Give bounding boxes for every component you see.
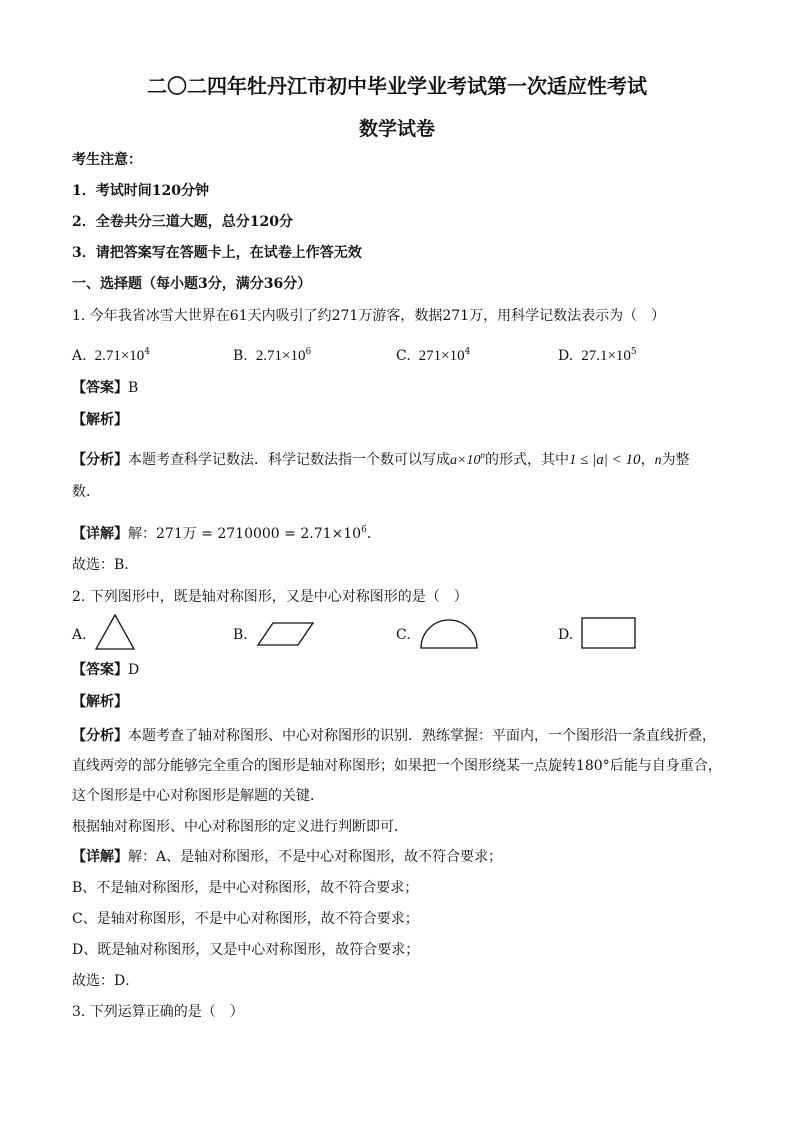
option-c [396,342,470,366]
option-letter: A. [72,348,87,364]
variable-n: n [654,453,662,468]
analysis-tag: 【解析】 [72,694,128,710]
xiangjie-tag: 【详解】 [72,849,128,865]
answer-value: B [128,380,139,396]
option-expr: 271×10 [418,348,465,364]
page-subtitle: 数学试卷 [358,118,435,140]
notice-item: 1．考试时间120分钟 [72,183,209,199]
option-d [558,342,637,366]
xiangjie-text: 解：A、是轴对称图形，不是中心对称图形，故不符合要求； [128,849,503,865]
fenxi-line: 数． [72,484,100,500]
xiangjie-text: 解：271万 = 2710000 = 2.71×10 [128,526,362,542]
question-stem: 1. 今年我省冰雪大世界在61天内吸引了约271万游客，数据271万，用科学记数法表示为（ ） [72,308,666,324]
rectangle-icon [580,616,638,650]
parallelogram-icon [256,620,316,648]
question-stem: 2. 下列图形中，既是轴对称图形，又是中心对称图形的是（ ） [72,589,468,605]
notice-item: 3．请把答案写在答题卡上，在试卷上作答无效 [72,245,362,261]
option-letter: B. [233,348,248,364]
answer-line [72,378,138,398]
fenxi-line [72,726,716,746]
option-letter: D. [558,627,574,643]
xiangjie-tag: 【详解】 [72,526,128,542]
option-expr: 27.1×10 [581,348,631,364]
option-letter: A. [72,627,87,643]
detail-line: B、不是轴对称图形，是中心对称图形，故不符合要求； [72,880,419,896]
triangle-icon [94,613,136,651]
fenxi-tag: 【分析】 [72,452,128,468]
xiangjie-line [72,520,381,544]
answer-tag: 【答案】 [72,380,128,396]
option-letter: B. [233,627,248,643]
fenxi-tag: 【分析】 [72,728,128,744]
notice-item: 2．全卷共分三道大题，总分120分 [72,214,293,230]
option-expr: 2.71×10 [94,348,145,364]
answer-tag: 【答案】 [72,662,128,678]
option-exp: 4 [464,347,471,357]
detail-line: D、既是轴对称图形，又是中心对称图形，故符合要求； [72,942,420,958]
fenxi-text: 本题考查了轴对称图形、中心对称图形的识别．熟练掌握：平面内，一个图形沿一条直线折叠， [128,728,716,744]
option-letter: C. [396,348,411,364]
xiangjie-exp: 6 [361,525,367,535]
answer-line [72,660,139,680]
analysis-tag: 【解析】 [72,412,128,428]
answer-value: D [128,662,140,678]
option-exp: 6 [305,347,312,357]
option-expr: 2.71×10 [255,348,306,364]
xiangjie-line [72,847,502,867]
fenxi-text: 本题考查科学记数法．科学记数法指一个数可以写成 [128,452,450,468]
formula: a×10 [450,453,481,468]
notice-heading: 考生注意： [72,152,142,168]
option-exp: 5 [630,347,637,357]
option-letter: D. [558,348,574,364]
fenxi-line: 根据轴对称图形、中心对称图形的定义进行判断即可． [72,819,408,835]
xiangjie-end: ． [366,526,381,542]
question-stem: 3. 下列运算正确的是（ ） [72,1004,244,1020]
fenxi-text: 的形式，其中 [484,452,569,468]
option-letter: C. [396,627,411,643]
formula-exp: n [480,450,485,460]
option-b [233,342,311,366]
fenxi-text: 为整 [661,452,690,468]
page-title: 二〇二四年牡丹江市初中毕业学业考试第一次适应性考试 [147,74,647,98]
semicircle-icon [418,617,480,651]
option-a [72,342,150,366]
condition: 1 ≤ |a| < 10 [568,452,641,468]
fenxi-line [72,445,690,471]
fenxi-text: ， [640,452,655,468]
detail-line: C、是轴对称图形，不是中心对称图形，故不符合要求； [72,911,419,927]
fenxi-line: 这个图形是中心对称图形是解题的关键． [72,788,324,804]
choose-line: 故选：D． [72,973,140,989]
section-heading: 一、选择题（每小题3分，满分36分） [72,276,312,292]
fenxi-line: 直线两旁的部分能够完全重合的图形是轴对称图形；如果把一个图形绕某一点旋转180°后能与自身重合， [72,758,722,774]
choose-line: 故选：B． [72,557,139,573]
option-exp: 4 [144,347,151,357]
